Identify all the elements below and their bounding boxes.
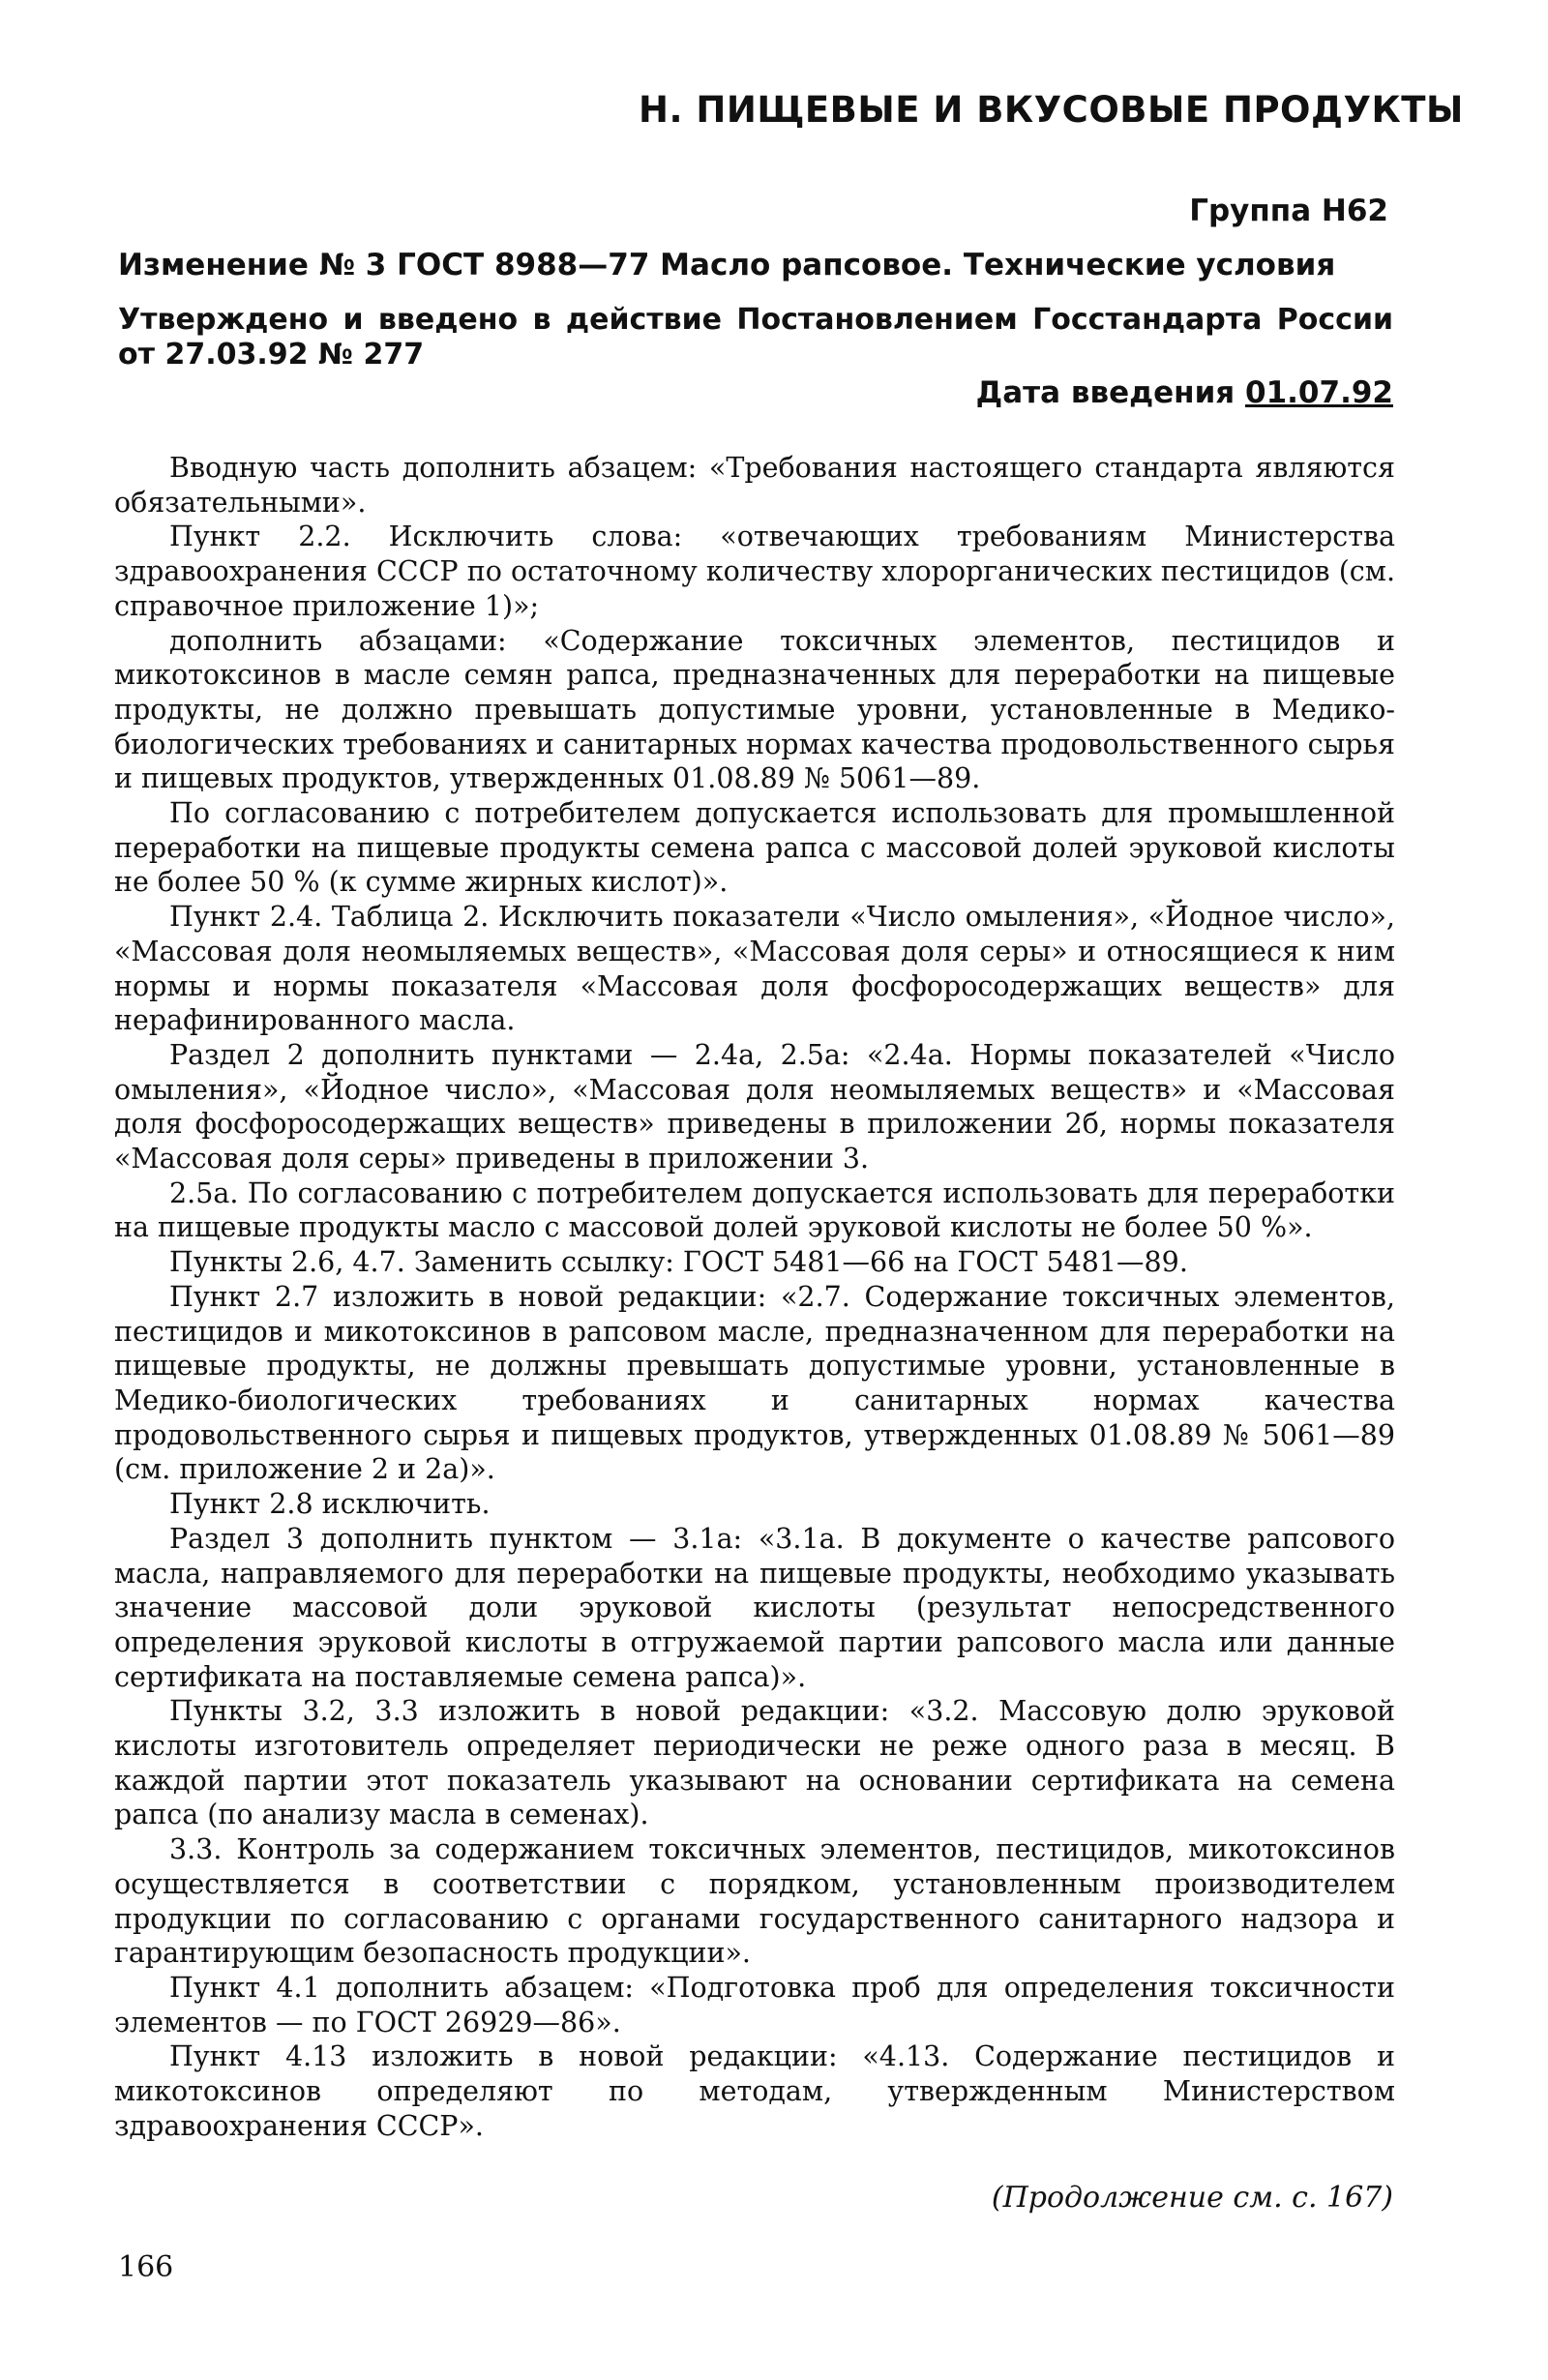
continuation-note: (Продолжение см. с. 167) [991, 2181, 1393, 2215]
paragraph: Вводную часть дополнить абзацем: «Требования настоящего стандарта являются обязательными». [114, 452, 1395, 519]
paragraph: Пункты 2.6, 4.7. Заменить ссылку: ГОСТ 5481—66 на ГОСТ 5481—89. [169, 1246, 1188, 1279]
paragraph: По согласованию с потребителем допускается использовать для промышленной переработки на пищевые продукты семена рапса с массовой долей эруковой кислоты не более 50 % (к сумме жирных кислот)». [114, 797, 1395, 899]
effective-date-value: 01.07.92 [1245, 375, 1393, 410]
paragraph: дополнить абзацами: «Содержание токсичных элементов, пестицидов и микотоксинов в масле семян рапса, предназначенных для переработки на пищевые продукты, не должно превышать допустимые уровни, установленные в Медико-биологических требованиях и санитарных нормах качества продовольственного сырья и пищевых продуктов, утвержденных 01.08.89 № 5061—89. [114, 624, 1395, 795]
paragraph: Пункт 2.8 исключить. [169, 1488, 491, 1521]
paragraph: Раздел 2 дополнить пунктами — 2.4а, 2.5а: «2.4а. Нормы показателей «Число омыления», «Йодное число», «Массовая доля неомыляемых веществ» и «Массовая доля фосфоросодержащих веществ» приведены в приложении 2б, нормы показателя «Массовая доля серы» приведены в приложении 3. [114, 1038, 1395, 1175]
paragraph: Пункт 2.7 изложить в новой редакции: «2.7. Содержание токсичных элементов, пестицидов и микотоксинов в рапсовом масле, предназначенном для переработки на пищевые продукты, не должны превышать допустимые уровни, установленные в Медико-биологических требованиях и санитарных нормах качества продовольственного сырья и пищевых продуктов, утвержденных 01.08.89 № 5061—89 (см. приложение 2 и 2а)». [114, 1280, 1395, 1486]
approval-statement: Утверждено и введено в действие Постановлением Госстандарта России от 27.03.92 № 277 [118, 303, 1393, 372]
paragraph: Пункт 4.1 дополнить абзацем: «Подготовка проб для определения токсичности элементов — по ГОСТ 26929—86». [114, 1971, 1395, 2038]
group-label: Группа Н62 [1189, 193, 1388, 228]
page-number: 166 [118, 2250, 174, 2284]
body-text [114, 451, 1395, 2143]
paragraph: Пункт 2.4. Таблица 2. Исключить показатели «Число омыления», «Йодное число», «Массовая доля неомыляемых веществ», «Массовая доля серы» и относящиеся к ним нормы и нормы показателя «Массовая доля фосфоросодержащих веществ» для нерафинированного масла. [114, 901, 1395, 1037]
paragraph: Пункты 3.2, 3.3 изложить в новой редакции: «3.2. Массовую долю эруковой кислоты изготовитель определяет периодически не реже одного раза в месяц. В каждой партии этот показатель указывают на основании сертификата на семена рапса (по анализу масла в семенах). [114, 1695, 1395, 1831]
paragraph: 2.5а. По согласованию с потребителем допускается использовать для переработки на пищевые продукты масло с массовой долей эруковой кислоты не более 50 %». [114, 1176, 1395, 1244]
effective-date [976, 375, 1393, 410]
effective-date-label: Дата введения [975, 375, 1235, 410]
document-title: Изменение № 3 ГОСТ 8988—77 Масло рапсовое. Технические условия [118, 248, 1336, 283]
paragraph: 3.3. Контроль за содержанием токсичных элементов, пестицидов, микотоксинов осуществляется в соответствии с порядком, установленным производителем продукции по согласованию с органами государственного санитарного надзора и гарантирующим безопасность продукции». [114, 1833, 1395, 1970]
paragraph: Раздел 3 дополнить пунктом — 3.1а: «3.1а. В документе о качестве рапсового масла, направляемого для переработки на пищевые продукты, необходимо указывать значение массовой доли эруковой кислоты (результат непосредственного определения эруковой кислоты в отгружаемой партии рапсового масла или данные сертификата на поставляемые семена рапса)». [114, 1522, 1395, 1693]
section-heading: Н. ПИЩЕВЫЕ И ВКУСОВЫЕ ПРОДУКТЫ [639, 89, 1464, 131]
paragraph: Пункт 4.13 изложить в новой редакции: «4.13. Содержание пестицидов и микотоксинов определяют по методам, утвержденным Министерством здравоохранения СССР». [114, 2040, 1395, 2142]
paragraph: Пункт 2.2. Исключить слова: «отвечающих требованиям Министерства здравоохранения СССР по остаточному количеству хлорорганических пестицидов (см. справочное приложение 1)»; [114, 521, 1395, 622]
